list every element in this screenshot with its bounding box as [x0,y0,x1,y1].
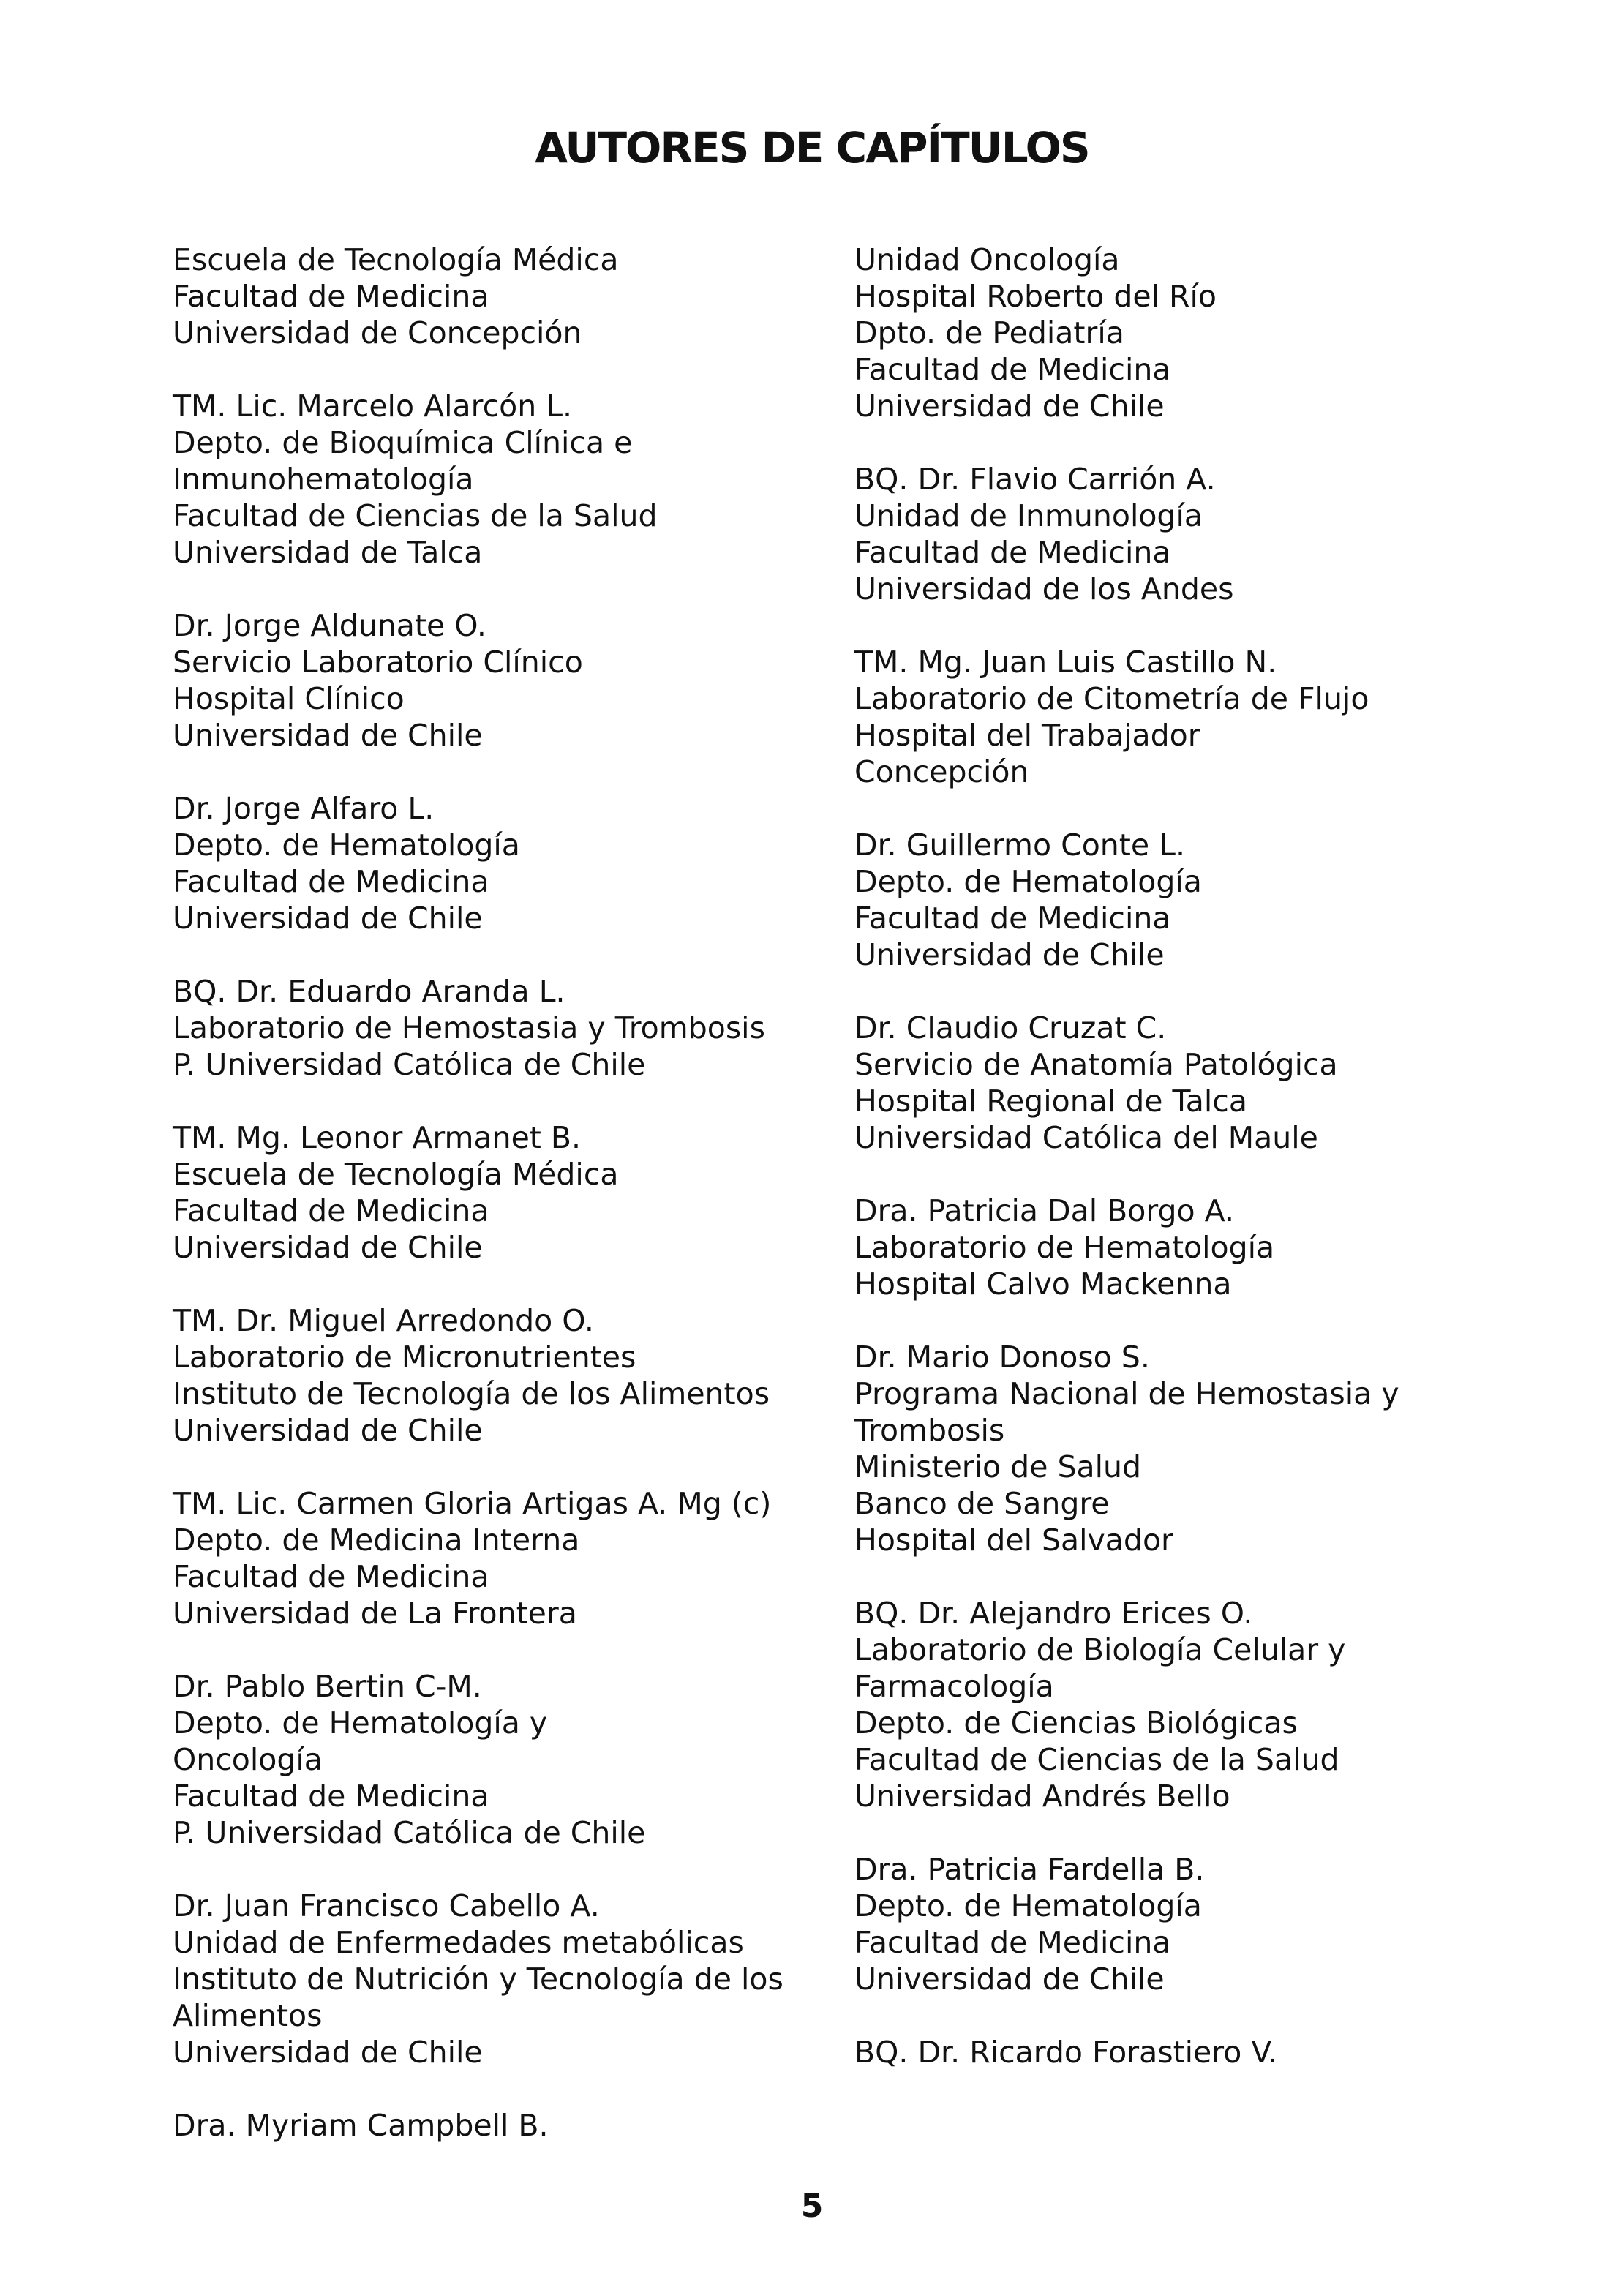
author-entry-line: Escuela de Tecnología Médica [173,1157,619,1192]
author-entry-line: Universidad de los Andes [854,571,1234,607]
author-entry-line: Instituto de Tecnología de los Alimentos [173,1376,770,1411]
author-entry-line: Universidad de Chile [173,1230,483,1265]
authors-column-left [173,241,816,2180]
author-entry [854,1193,1498,1302]
author-entry-line: Alimentos [173,1998,323,2033]
author-entry-line: Laboratorio de Hematología [854,1230,1275,1265]
author-entry-line: Universidad de Chile [854,1961,1165,1997]
author-entry-line: Depto. de Medicina Interna [173,1523,580,1558]
author-entry-first-line: TM. Dr. Miguel Arredondo O. [173,1303,594,1338]
author-entry [854,2034,1498,2071]
author-entry-line: Universidad de La Frontera [173,1596,577,1631]
author-entry-line: Unidad de Inmunología [854,498,1203,533]
author-entry-first-line: Unidad Oncología [854,242,1120,277]
author-entry-line: Instituto de Nutrición y Tecnología de los [173,1961,783,1997]
author-entry [173,1668,816,1851]
author-entry-line: Depto. de Bioquímica Clínica e [173,425,633,460]
author-entry [173,790,816,936]
author-entry-line: Depto. de Hematología y [173,1705,548,1741]
author-entry-first-line: BQ. Dr. Eduardo Aranda L. [173,974,565,1009]
author-entry-line: Facultad de Medicina [173,1193,489,1228]
author-entry [854,827,1498,973]
author-entry-first-line: Dr. Guillermo Conte L. [854,827,1185,863]
author-entry [173,607,816,754]
author-entry-line: Universidad de Chile [173,718,483,753]
author-entry-line: Hospital Regional de Talca [854,1084,1247,1119]
page-number: 5 [800,2188,824,2225]
author-entry-line: Facultad de Medicina [173,1559,489,1594]
author-entry-line: Universidad de Chile [173,901,483,936]
author-entry [173,1119,816,1266]
author-entry-line: Facultad de Medicina [854,352,1171,387]
author-entry [173,1302,816,1449]
author-entry-line: Laboratorio de Citometría de Flujo [854,681,1369,716]
author-entry [854,1595,1498,1814]
author-entry-line: Depto. de Hematología [173,827,520,863]
author-entry-line: Hospital del Trabajador [854,718,1200,753]
author-entry-first-line: Dr. Juan Francisco Cabello A. [173,1888,600,1923]
author-entry-first-line: Dr. Jorge Aldunate O. [173,608,486,643]
author-entry-line: Facultad de Medicina [173,279,489,314]
author-entry-line: Trombosis [854,1413,1005,1448]
author-entry [854,461,1498,607]
author-entry [173,1888,816,2071]
author-entry-line: Facultad de Medicina [854,535,1171,570]
author-entry-first-line: Escuela de Tecnología Médica [173,242,619,277]
author-entry-line: Servicio Laboratorio Clínico [173,645,583,680]
author-entry-line: Facultad de Medicina [173,1779,489,1814]
author-entry-line: Laboratorio de Hemostasia y Trombosis [173,1010,765,1045]
author-entry-line: Programa Nacional de Hemostasia y [854,1376,1399,1411]
author-entry-line: Dpto. de Pediatría [854,315,1124,350]
author-entry-line: Laboratorio de Biología Celular y [854,1632,1346,1667]
author-entry [854,1339,1498,1558]
author-entry-first-line: Dr. Jorge Alfaro L. [173,791,435,826]
author-entry-line: Unidad de Enfermedades metabólicas [173,1925,744,1960]
author-entry [854,1010,1498,1156]
author-entry-line: Facultad de Medicina [173,864,489,899]
author-entry-line: Universidad de Chile [854,388,1165,424]
author-entry-line: Banco de Sangre [854,1486,1110,1521]
author-entry-first-line: TM. Lic. Marcelo Alarcón L. [173,388,573,424]
page-title: AUTORES DE CAPÍTULOS [535,123,1089,173]
author-entry-line: Universidad Andrés Bello [854,1779,1230,1814]
author-entry-line: P. Universidad Católica de Chile [173,1047,646,1082]
author-entry-line: Universidad de Concepción [173,315,582,350]
author-entry-first-line: BQ. Dr. Alejandro Erices O. [854,1596,1253,1631]
author-entry-first-line: TM. Mg. Juan Luis Castillo N. [854,645,1277,680]
author-entry-line: Hospital del Salvador [854,1523,1173,1558]
author-entry [173,2107,816,2144]
author-entry-line: Hospital Clínico [173,681,405,716]
author-entry-line: Facultad de Medicina [854,901,1171,936]
author-entry-first-line: Dra. Patricia Fardella B. [854,1852,1205,1887]
author-entry-first-line: BQ. Dr. Flavio Carrión A. [854,462,1216,497]
author-entry-line: P. Universidad Católica de Chile [173,1815,646,1850]
author-entry-first-line: Dr. Claudio Cruzat C. [854,1010,1167,1045]
author-entry-line: Facultad de Medicina [854,1925,1171,1960]
author-entry [854,241,1498,424]
author-entry-line: Depto. de Hematología [854,1888,1202,1923]
author-entry-line: Hospital Calvo Mackenna [854,1266,1232,1302]
author-entry-line: Facultad de Ciencias de la Salud [854,1742,1339,1777]
author-entry-first-line: TM. Mg. Leonor Armanet B. [173,1120,582,1155]
author-entry-line: Universidad de Chile [854,937,1165,972]
author-entry-first-line: BQ. Dr. Ricardo Forastiero V. [854,2035,1278,2070]
author-entry-line: Farmacología [854,1669,1054,1704]
authors-column-right [854,241,1498,2107]
author-entry-line: Concepción [854,754,1029,789]
author-entry-first-line: Dr. Mario Donoso S. [854,1340,1150,1375]
author-entry [854,644,1498,790]
author-entry-line: Inmunohematología [173,462,474,497]
author-entry [173,1485,816,1632]
author-entry-line: Depto. de Ciencias Biológicas [854,1705,1298,1741]
author-entry [854,1851,1498,1997]
author-entry-line: Depto. de Hematología [854,864,1202,899]
author-entry-line: Oncología [173,1742,323,1777]
author-entry-line: Hospital Roberto del Río [854,279,1217,314]
author-entry-line: Ministerio de Salud [854,1449,1142,1484]
author-entry [173,388,816,571]
author-entry-first-line: TM. Lic. Carmen Gloria Artigas A. Mg (c) [173,1486,772,1521]
author-entry-line: Universidad de Chile [173,1413,483,1448]
author-entry-line: Laboratorio de Micronutrientes [173,1340,636,1375]
author-entry-line: Universidad Católica del Maule [854,1120,1318,1155]
author-entry-line: Facultad de Ciencias de la Salud [173,498,658,533]
author-entry-line: Universidad de Chile [173,2035,483,2070]
author-entry-line: Servicio de Anatomía Patológica [854,1047,1338,1082]
author-entry-line: Universidad de Talca [173,535,483,570]
author-entry [173,973,816,1083]
author-entry-first-line: Dra. Myriam Campbell B. [173,2108,549,2143]
author-entry-first-line: Dr. Pablo Bertin C-M. [173,1669,482,1704]
author-entry-first-line: Dra. Patricia Dal Borgo A. [854,1193,1235,1228]
author-entry [173,241,816,351]
